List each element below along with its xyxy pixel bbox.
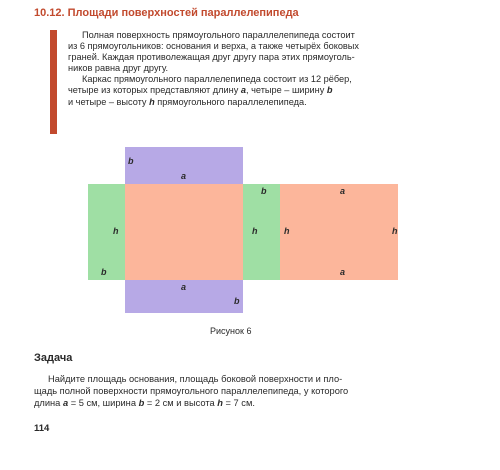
var-b: b: [326, 85, 333, 96]
theory-text-fragment: , четыре – ширину: [246, 85, 327, 96]
theory-p2-line: [68, 85, 453, 96]
task-text-fragment: = 5 см, ширина: [68, 398, 139, 408]
task-line: Найдите площадь основания, площадь боковой поверхности и пло-: [48, 374, 343, 384]
label-bottom-b: b: [234, 296, 240, 306]
label-center-h: h: [252, 226, 258, 236]
theory-text: [68, 30, 453, 108]
task-text: [34, 373, 464, 409]
theory-block: [50, 30, 450, 134]
theory-p1-line: Полная поверхность прямоугольного параллелепипеда состоит: [82, 30, 355, 40]
var-h: h: [217, 398, 223, 408]
var-b: b: [138, 398, 145, 408]
label-left-b: b: [101, 267, 107, 277]
label-top-a: a: [181, 171, 187, 181]
net-front-face: [125, 184, 243, 280]
task-line: [34, 397, 464, 409]
var-h: h: [149, 96, 155, 107]
theory-accent-bar: [50, 30, 57, 134]
figure-caption: Рисунок 6: [210, 326, 252, 336]
net-back-face: [280, 184, 398, 280]
theory-text-fragment: четыре из которых представляют длину: [68, 85, 241, 96]
theory-p1-line: ников равна друг другу.: [68, 63, 169, 74]
label-back-a-bottom: a: [340, 267, 346, 277]
task-text-fragment: = 2 см и высота: [144, 398, 218, 408]
theory-p1-line: граней. Каждая противолежащая друг другу пара этих прямоуголь-: [68, 52, 355, 63]
label-right-side-h: h: [284, 226, 290, 236]
theory-p1-line: из 6 прямоугольников: основания и верха, а также четырёх боковых: [68, 41, 360, 52]
theory-p2-line: Каркас прямоугольного параллелепипеда состоит из 12 рёбер,: [82, 74, 352, 85]
label-top-b: b: [128, 156, 134, 166]
label-right-side-b: b: [261, 186, 267, 196]
task-text-fragment: = 7 см.: [222, 398, 255, 408]
section-title: 10.12. Площади поверхностей параллелепипеда: [34, 7, 299, 19]
net-left-side-face: [88, 184, 125, 280]
label-back-h-right: h: [392, 226, 398, 236]
task-text-fragment: длина: [34, 398, 63, 408]
parallelepiped-net-figure: [88, 147, 403, 313]
task-line: щадь полной поверхности прямоугольного параллелепипеда, у которого: [34, 386, 349, 396]
theory-text-fragment: прямоугольного параллелепипеда.: [154, 96, 307, 107]
var-a: a: [240, 85, 246, 96]
page-number: 114: [34, 423, 50, 434]
task-heading: Задача: [34, 352, 73, 364]
var-a: a: [62, 398, 69, 408]
label-back-a-top: a: [340, 186, 346, 196]
label-left-h: h: [113, 226, 119, 236]
theory-p2-line: [68, 97, 453, 108]
label-bottom-a: a: [181, 282, 187, 292]
theory-text-fragment: и четыре – высоту: [68, 96, 150, 107]
net-right-side-face: [243, 184, 280, 280]
